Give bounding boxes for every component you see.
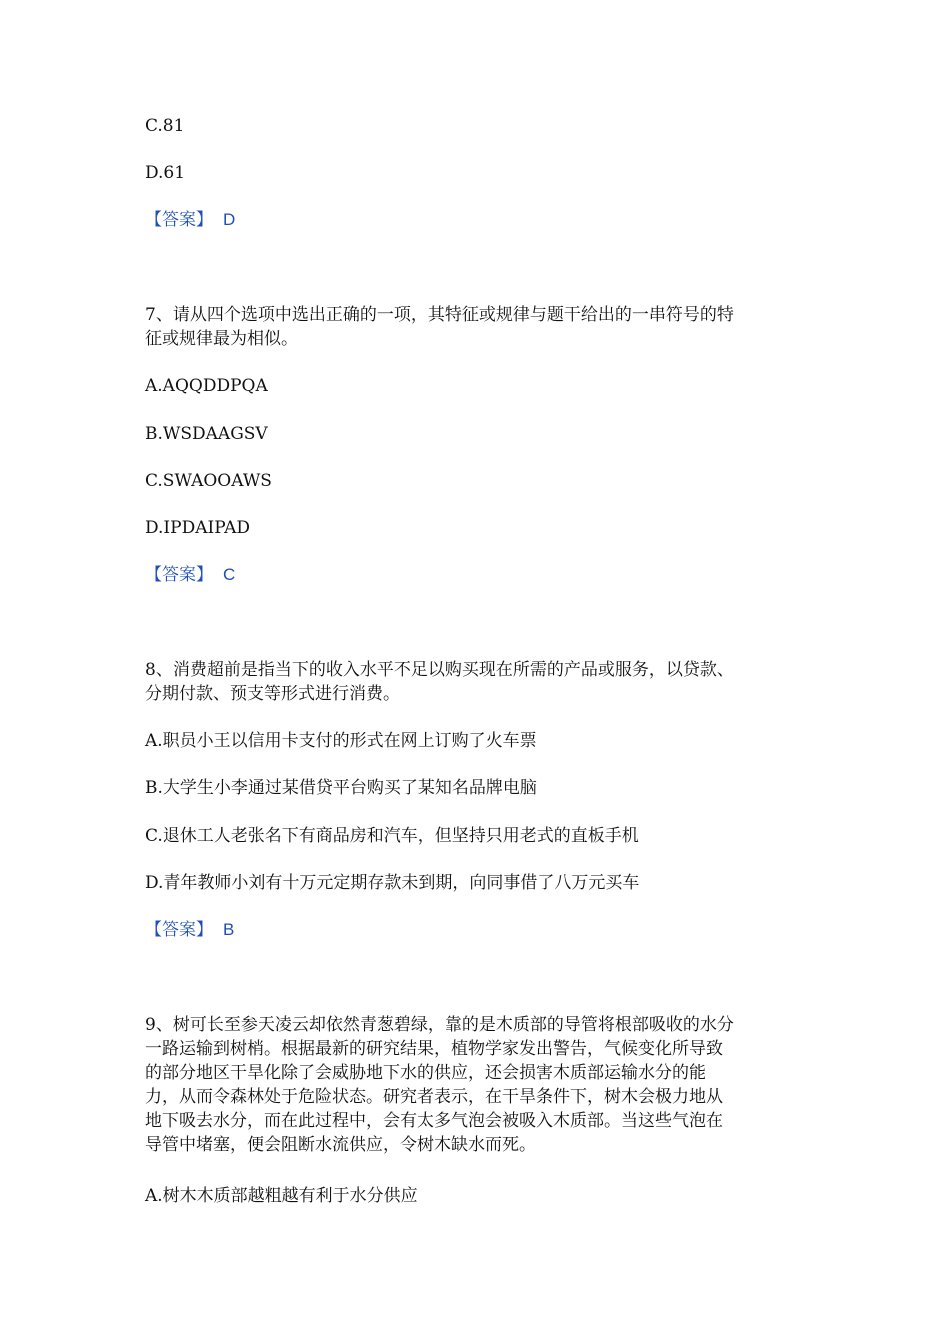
q9-stem-line-6: 导管中堵塞，便会阻断水流供应，令树木缺水而死。 bbox=[145, 1135, 536, 1155]
q8-option-d: D.青年教师小刘有十万元定期存款未到期，向同事借了八万元买车 bbox=[145, 873, 640, 893]
q6-option-d: D.61 bbox=[145, 163, 186, 183]
answer-value: D bbox=[223, 210, 236, 229]
q7-stem-line-1: 7、请从四个选项中选出正确的一项，其特征或规律与题干给出的一串符号的特 bbox=[145, 305, 734, 325]
q6-answer bbox=[145, 208, 235, 232]
q9-option-a: A.树木木质部越粗越有利于水分供应 bbox=[145, 1186, 418, 1206]
answer-label: 【答案】 bbox=[145, 565, 213, 585]
answer-label: 【答案】 bbox=[145, 210, 213, 230]
q9-stem-line-1: 9、树可长至参天凌云却依然青葱碧绿，靠的是木质部的导管将根部吸收的水分 bbox=[145, 1015, 734, 1035]
q7-option-b: B.WSDAAGSV bbox=[145, 424, 268, 444]
q8-stem-line-1: 8、消费超前是指当下的收入水平不足以购买现在所需的产品或服务，以贷款、 bbox=[145, 660, 734, 680]
answer-label: 【答案】 bbox=[145, 920, 213, 940]
q7-option-d: D.IPDAIPAD bbox=[145, 518, 250, 538]
q8-option-a: A.职员小王以信用卡支付的形式在网上订购了火车票 bbox=[145, 731, 537, 751]
q9-stem-line-3: 的部分地区干旱化除了会威胁地下水的供应，还会损害木质部运输水分的能 bbox=[145, 1063, 706, 1083]
q6-option-c: C.81 bbox=[145, 116, 185, 136]
q7-stem-line-2: 征或规律最为相似。 bbox=[145, 329, 298, 349]
q9-stem-line-2: 一路运输到树梢。根据最新的研究结果，植物学家发出警告，气候变化所导致 bbox=[145, 1039, 723, 1059]
q8-answer bbox=[145, 918, 234, 942]
q9-stem-line-5: 地下吸去水分，而在此过程中，会有太多气泡会被吸入木质部。当这些气泡在 bbox=[145, 1111, 723, 1131]
q8-stem-line-2: 分期付款、预支等形式进行消费。 bbox=[145, 684, 400, 704]
q7-option-c: C.SWAOOAWS bbox=[145, 471, 272, 491]
answer-value: B bbox=[223, 920, 235, 939]
q8-option-b: B.大学生小李通过某借贷平台购买了某知名品牌电脑 bbox=[145, 778, 537, 798]
answer-value: C bbox=[223, 565, 236, 584]
q7-option-a: A.AQQDDPQA bbox=[145, 376, 268, 396]
q8-option-c: C.退休工人老张名下有商品房和汽车，但坚持只用老式的直板手机 bbox=[145, 826, 639, 846]
q9-stem-line-4: 力，从而令森林处于危险状态。研究者表示，在干旱条件下，树木会极力地从 bbox=[145, 1087, 723, 1107]
q7-answer bbox=[145, 563, 235, 587]
